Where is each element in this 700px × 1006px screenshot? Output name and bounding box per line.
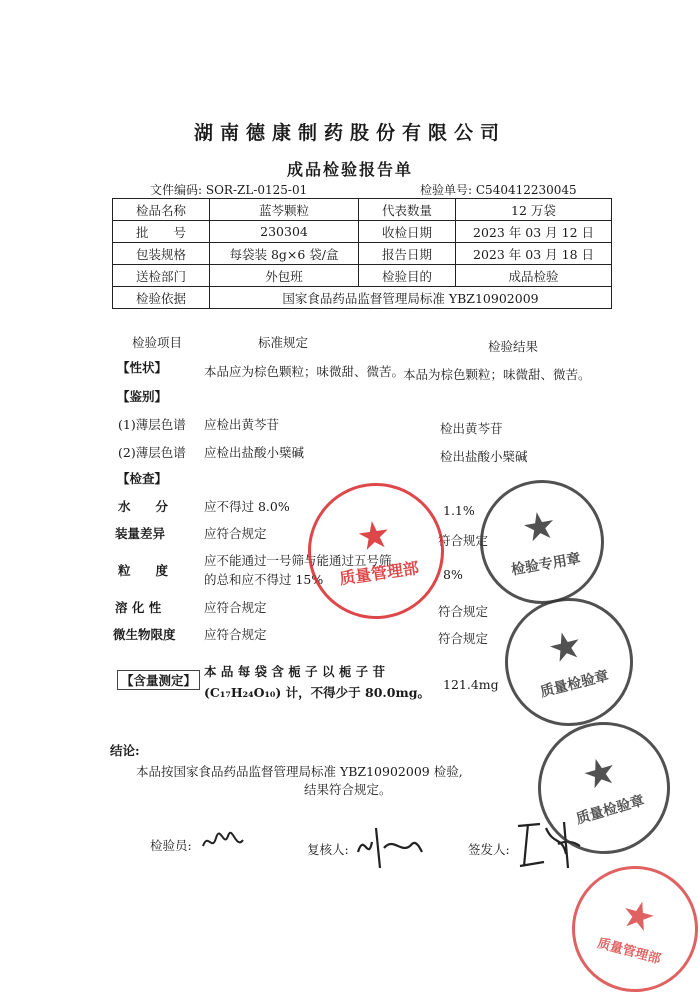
file-number [150,181,307,198]
lidu-result: 8% [443,567,463,582]
weishengwu-item: 微生物限度 [113,627,176,642]
hanliang-standard-1: 本 品 每 袋 含 栀 子 以 栀 子 苷 [204,664,386,679]
reviewer-signature [354,822,424,878]
conclusion-line-2: 结果符合规定。 [304,782,392,797]
stamp-quality-black-2 [491,584,646,739]
section-hanliang-label: 【含量测定】 [117,670,200,690]
value-basis: 国家食品药品监督管理局标准 YBZ10902009 [210,287,612,309]
shuifen-result: 1.1% [443,503,475,518]
shuifen-standard: 应不得过 8.0% [204,499,290,514]
section-jiancha: 【检查】 [117,471,168,486]
value-dept: 外包班 [210,265,359,287]
table-row [113,199,612,221]
label-purpose: 检验目的 [359,265,456,287]
info-table [112,198,612,309]
label-dept: 送检部门 [113,265,210,287]
report-title: 成品检验报告单 [286,160,413,179]
label-report-date: 报告日期 [359,243,456,265]
conclusion-line-1: 本品按国家食品药品监督管理局标准 YBZ10902009 检验, [136,764,463,779]
lidu-standard-2: 的总和应不得过 15% [204,572,324,587]
jianbie-1-standard: 应检出黄芩苷 [204,417,280,432]
section-xingzhuang: 【性状】 [117,360,168,375]
stamp-text: 质量管理部 [338,557,420,588]
section-hanliang [117,670,200,690]
star-icon: ★ [618,892,659,940]
value-package: 每袋装 8g×6 袋/盒 [210,243,359,265]
lidu-standard-1: 应不能通过一号筛与能通过五号筛 [204,553,392,568]
stamp-quality-dept-red-content [332,513,420,589]
star-icon: ★ [520,504,558,550]
stamp-quality-black-2-content [527,622,610,701]
stamp-inspection-black-1 [470,470,614,614]
file-number-value: SOR-ZL-0125-01 [205,183,308,197]
lidu-item: 粒 度 [118,563,169,578]
stamp-quality-black-3-content [562,748,647,829]
shuifen-item: 水 分 [118,499,169,514]
label-product-name: 检品名称 [113,199,210,221]
conclusion-label: 结论: [110,743,140,758]
jianbie-2-item: (2)薄层色谱 [118,445,186,460]
jianbie-2-standard: 应检出盐酸小檗碱 [204,445,305,460]
ronghua-result: 符合规定 [438,604,489,619]
value-receive-date: 2023 年 03 月 12 日 [456,221,612,243]
weishengwu-result: 符合规定 [438,631,489,646]
label-quantity: 代表数量 [359,199,456,221]
stamp-inspection-black-1-content [502,504,582,579]
jianbie-1-result: 检出黄芩苷 [440,421,503,436]
value-report-date: 2023 年 03 月 18 日 [456,243,612,265]
table-row [113,287,612,309]
value-product-name: 蓝芩颗粒 [210,199,359,221]
value-purpose: 成品检验 [456,265,612,287]
zhuangliang-standard: 应符合规定 [204,526,267,541]
reviewer-label: 复核人: [307,842,349,857]
inspector-signature [200,826,246,862]
stamp-text: 质量管理部 [595,935,663,967]
label-batch: 批 号 [113,221,210,243]
star-icon: ★ [355,513,392,558]
stamp-text: 质量检验章 [538,668,611,701]
zhuangliang-item: 装量差异 [115,526,166,541]
stamp-text: 质量检验章 [574,792,647,828]
report-number [420,181,577,198]
col-header-result: 检验结果 [488,339,539,354]
col-header-item: 检验项目 [132,335,183,350]
stamp-quality-dept-red [299,474,453,628]
report-number-label: 检验单号: [420,183,473,197]
table-row [113,265,612,287]
value-quantity: 12 万袋 [456,199,612,221]
company-name: 湖南德康制药股份有限公司 [193,122,506,144]
inspector-label: 检验员: [150,838,192,853]
label-basis: 检验依据 [113,287,210,309]
file-number-label: 文件编码: [150,183,203,197]
jianbie-2-result: 检出盐酸小檗碱 [440,449,528,464]
star-icon: ★ [579,750,621,798]
stamp-quality-red-2-content [596,891,675,967]
hanliang-standard-2: (C₁₇H₂₄O₁₀) 计，不得少于 80.0mg。 [204,685,430,700]
stamp-text: 检验专用章 [510,550,582,579]
table-row [113,243,612,265]
label-receive-date: 收检日期 [359,221,456,243]
section-jianbie: 【鉴别】 [117,389,168,404]
ronghua-item: 溶 化 性 [115,600,162,615]
star-icon: ★ [545,624,585,671]
xingzhuang-standard: 本品应为棕色颗粒；味微甜、微苦。 [204,364,405,379]
jianbie-1-item: (1)薄层色谱 [118,417,186,432]
table-row [113,221,612,243]
weishengwu-standard: 应符合规定 [204,627,267,642]
zhuangliang-result: 符合规定 [438,533,489,548]
col-header-standard: 标准规定 [258,335,309,350]
value-batch: 230304 [210,221,359,243]
xingzhuang-result: 本品为棕色颗粒；味微甜、微苦。 [403,367,591,382]
report-number-value: C540412230045 [475,183,577,197]
issuer-label: 签发人: [468,842,510,857]
label-package: 包装规格 [113,243,210,265]
hanliang-result: 121.4mg [443,677,499,692]
ronghua-standard: 应符合规定 [204,600,267,615]
